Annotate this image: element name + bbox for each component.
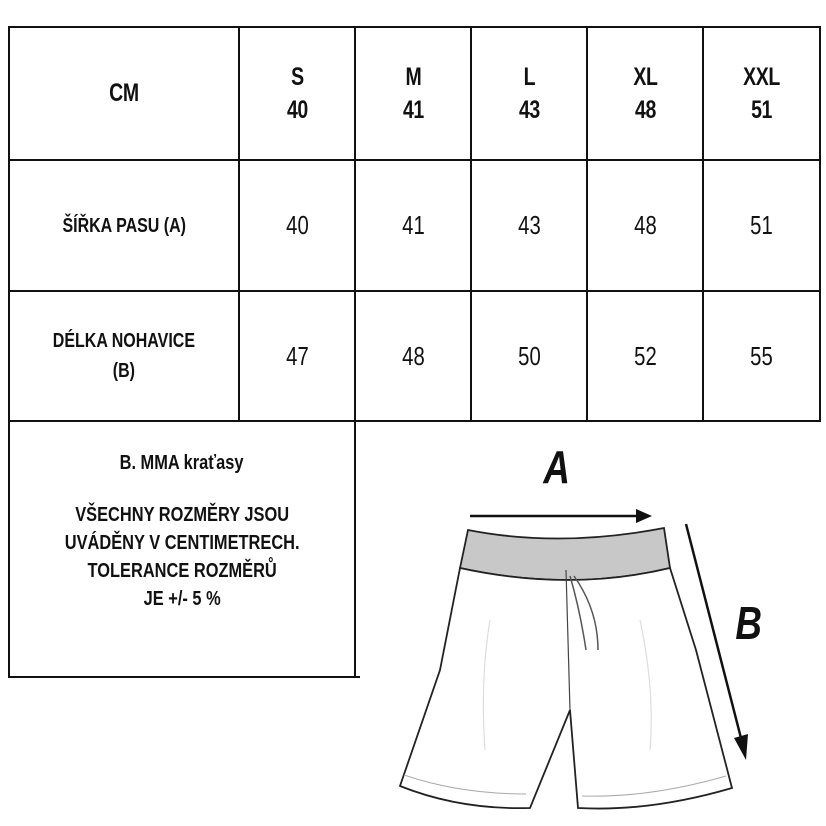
table-cell: 52 xyxy=(633,340,657,371)
header-cell-size xyxy=(704,28,819,159)
size-value: 41 xyxy=(402,95,424,124)
measurement-note: VŠECHNY ROZMĚRY JSOU UVÁDĚNY V CENTIMETRECH. TOLERANCE ROZMĚRŮ JE +/- 5 % xyxy=(64,504,300,610)
row-label-cell xyxy=(10,161,238,290)
label-a: A xyxy=(543,441,570,493)
table-cell: 41 xyxy=(401,210,425,240)
row-label: (B) xyxy=(112,360,136,382)
label-b: B xyxy=(735,597,762,649)
note-border xyxy=(354,420,356,678)
size-label: XL xyxy=(632,62,658,91)
size-label: L xyxy=(523,62,535,91)
table-cell: 40 xyxy=(285,210,309,240)
shorts-diagram xyxy=(380,420,780,820)
header-cell-size xyxy=(588,28,702,159)
header-cell-size xyxy=(240,28,354,159)
size-value: 51 xyxy=(751,95,772,124)
shorts-icon xyxy=(380,420,780,820)
size-label: S xyxy=(290,62,304,91)
table-cell: 48 xyxy=(633,210,657,240)
grid-line xyxy=(819,26,821,422)
size-label: XXL xyxy=(743,62,780,91)
table-cell: 50 xyxy=(517,340,541,371)
header-cell-unit xyxy=(10,28,238,159)
row-label-cell xyxy=(10,292,238,420)
header-cell-size xyxy=(472,28,586,159)
product-name: B. MMA kraťasy xyxy=(120,452,244,474)
table-cell: 51 xyxy=(750,210,773,240)
table-cell: 43 xyxy=(517,210,541,240)
size-value: 48 xyxy=(634,95,656,124)
table-cell: 48 xyxy=(401,340,425,371)
size-label: M xyxy=(405,62,421,91)
header-cell-size xyxy=(356,28,470,159)
size-value: 43 xyxy=(518,95,540,124)
size-value: 40 xyxy=(286,95,308,124)
note-box xyxy=(10,423,354,677)
table-cell: 47 xyxy=(285,340,309,371)
unit-label: CM xyxy=(109,79,139,107)
table-cell: 55 xyxy=(750,340,773,371)
row-label: ŠÍŘKA PASU (A) xyxy=(62,214,186,237)
row-label: DÉLKA NOHAVICE xyxy=(52,330,196,352)
